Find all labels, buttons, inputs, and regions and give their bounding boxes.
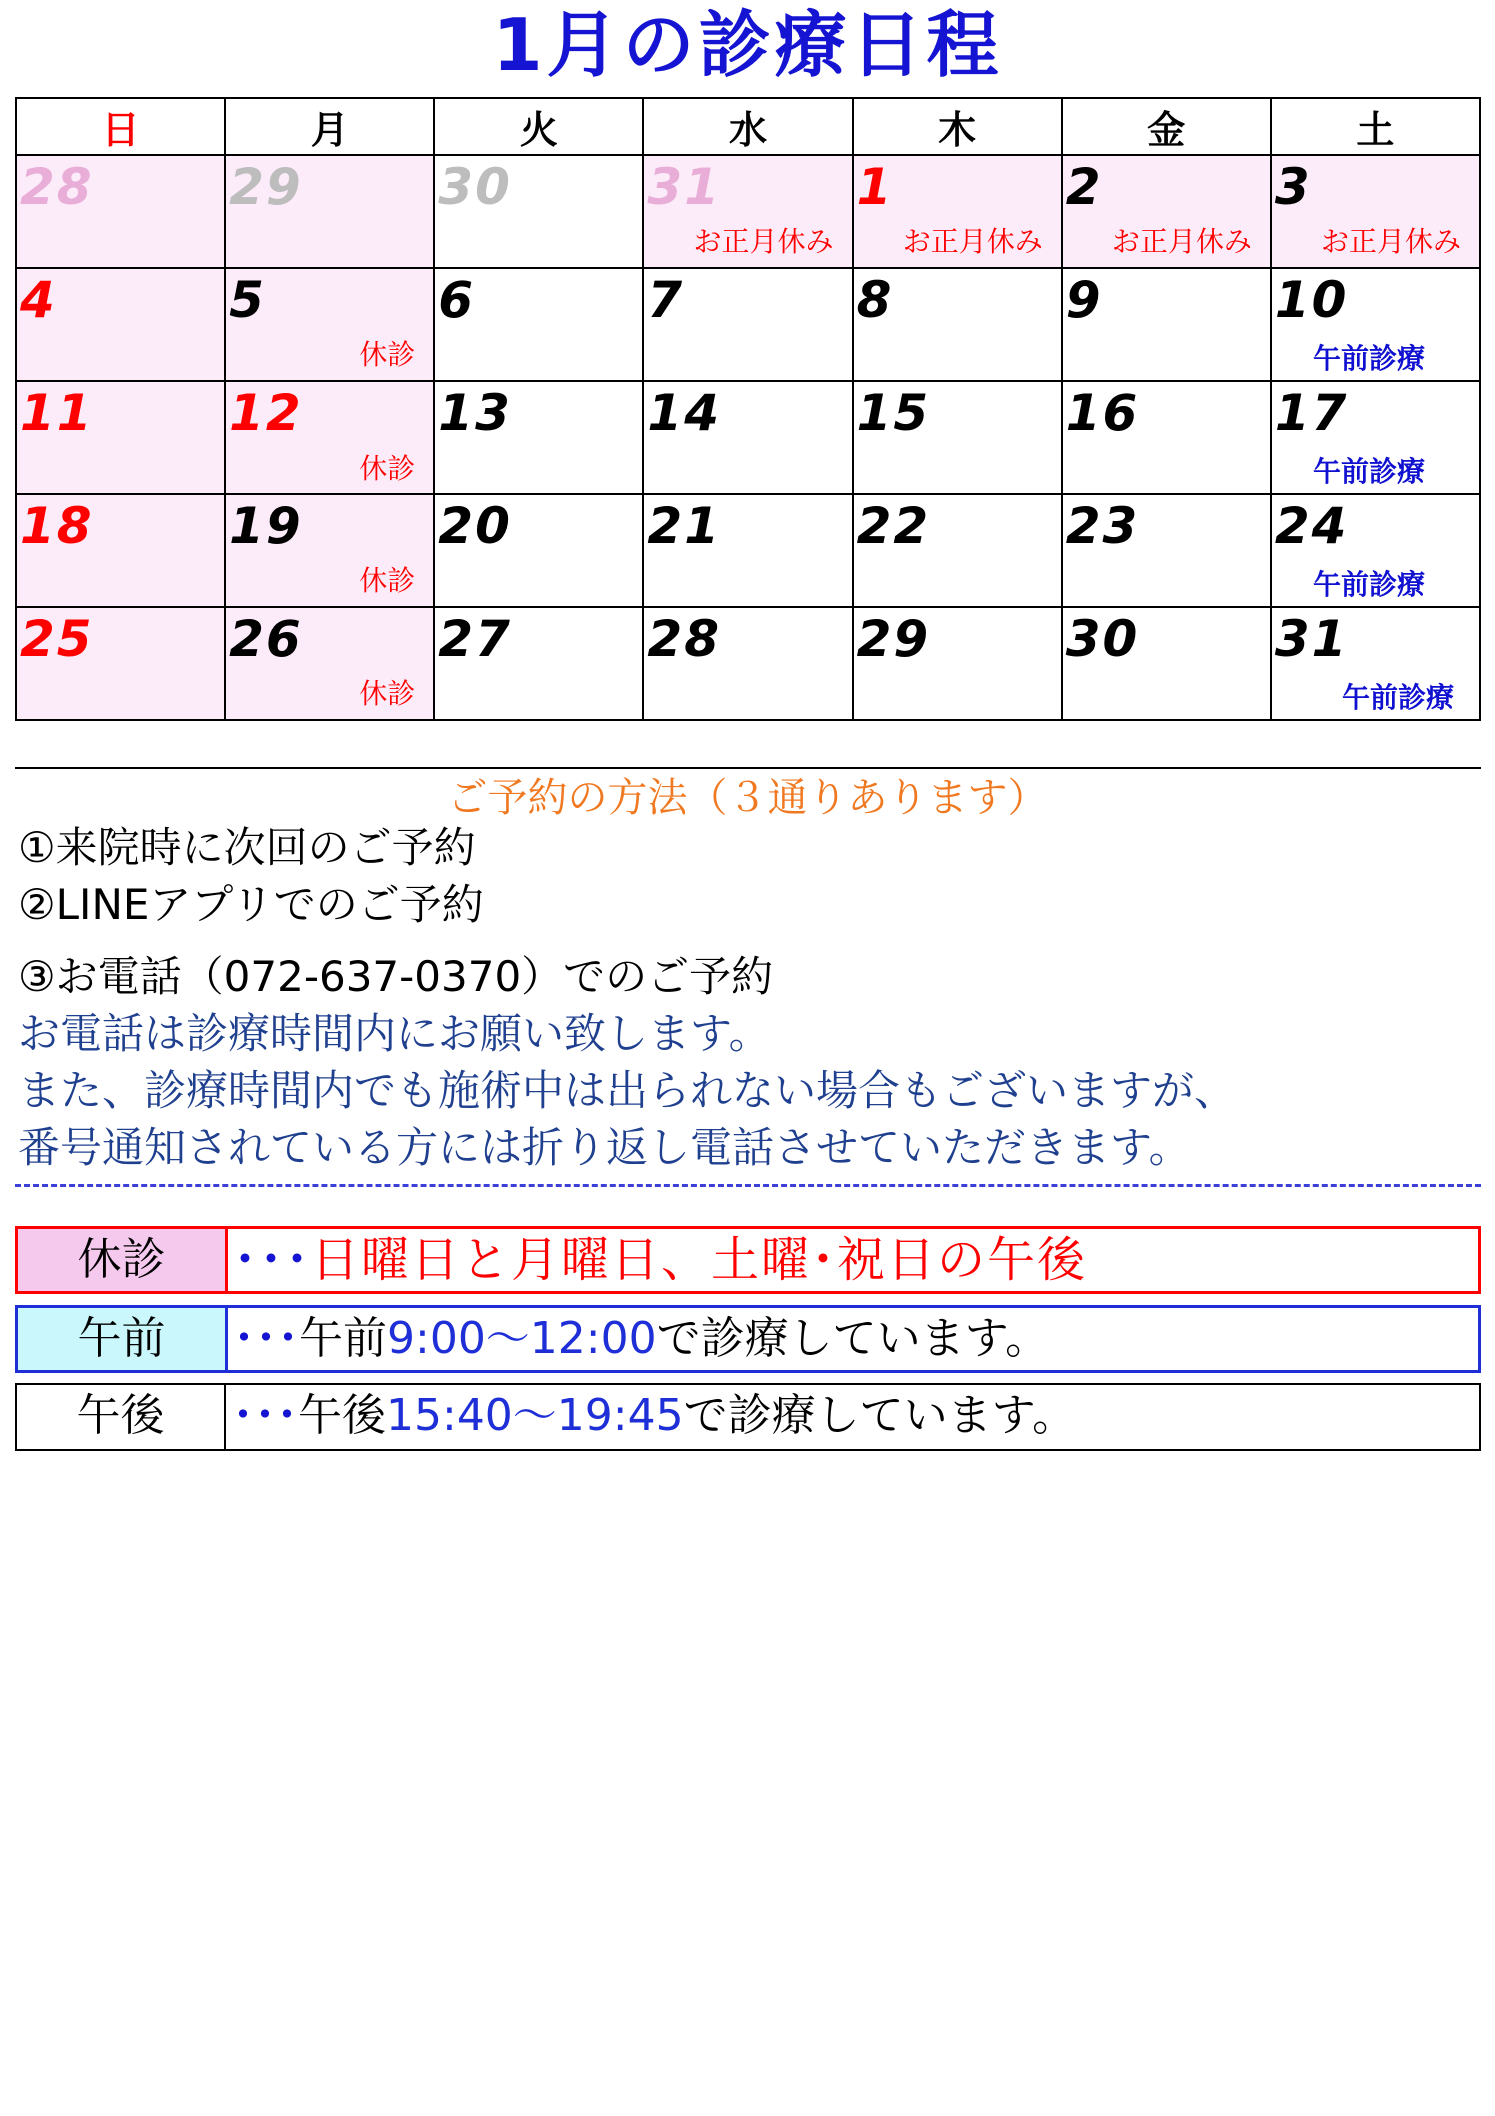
phone-note-2: また、診療時間内でも施術中は出られない場合もございますが、 — [18, 1066, 1237, 1115]
reservation-method-1: ①来院時に次回のご予約 — [18, 823, 476, 872]
calendar-day-cell — [434, 381, 643, 494]
day-number: 30 — [438, 158, 512, 216]
day-number: 23 — [1065, 497, 1140, 555]
legend-afternoon-prefix: 午後 — [298, 1390, 386, 1441]
morning-only-note: 午前診療 — [1312, 342, 1425, 375]
calendar-day-cell — [225, 155, 434, 268]
day-number: 5 — [229, 271, 266, 329]
day-number: 19 — [229, 497, 303, 555]
day-number: 7 — [647, 271, 685, 329]
calendar-day-cell — [643, 268, 852, 381]
legend-morning-time: 9:00～12:00 — [387, 1313, 657, 1364]
calendar-day-cell — [853, 381, 1062, 494]
day-number: 31 — [1274, 610, 1349, 668]
day-number: 31 — [647, 158, 722, 216]
day-number: 29 — [856, 610, 931, 668]
section-divider — [15, 767, 1481, 769]
day-note: お正月休み — [693, 225, 834, 258]
calendar-day-cell — [853, 494, 1062, 607]
calendar-body — [16, 155, 1480, 720]
weekday-sun: 日 — [16, 98, 225, 155]
day-note: お正月休み — [1111, 225, 1252, 258]
day-number: 29 — [229, 158, 303, 216]
calendar-day-cell — [643, 381, 852, 494]
calendar-day-cell — [853, 607, 1062, 720]
legend-afternoon-time: 15:40～19:45 — [386, 1390, 684, 1441]
dashed-divider — [15, 1184, 1481, 1187]
calendar-day-cell — [1062, 381, 1271, 494]
legend-morning-suffix: で診療しています。 — [656, 1313, 1050, 1364]
day-number: 13 — [438, 384, 512, 442]
calendar-day-cell — [16, 494, 225, 607]
calendar-day-cell — [1062, 155, 1271, 268]
day-note: お正月休み — [1320, 225, 1461, 258]
day-number: 3 — [1274, 158, 1312, 216]
phone-note-1: お電話は診療時間内にお願い致します。 — [18, 1009, 771, 1058]
calendar-day-cell — [643, 494, 852, 607]
day-number: 9 — [1065, 271, 1103, 329]
legend-closed — [15, 1226, 1481, 1294]
day-number: 28 — [20, 158, 94, 216]
day-number: 4 — [20, 271, 57, 329]
legend-morning-prefix: 午前 — [299, 1313, 387, 1364]
day-note: 休診 — [359, 452, 416, 485]
weekday-fri: 金 — [1062, 98, 1271, 155]
day-number: 1 — [856, 158, 894, 216]
calendar-day-cell — [1271, 155, 1480, 268]
calendar-day-cell — [1271, 381, 1480, 494]
reservation-method-3: ③お電話（072-637-0370）でのご予約 — [18, 952, 774, 1001]
day-number: 26 — [229, 610, 303, 668]
day-number: 18 — [20, 497, 94, 555]
day-number: 16 — [1065, 384, 1140, 442]
calendar-day-cell — [434, 155, 643, 268]
calendar-week-row — [16, 494, 1480, 607]
calendar-day-cell — [225, 381, 434, 494]
weekday-header-row — [16, 98, 1480, 155]
calendar — [15, 97, 1481, 721]
day-number: 11 — [20, 384, 94, 442]
calendar-day-cell — [643, 155, 852, 268]
day-number: 17 — [1274, 384, 1349, 442]
day-number: 15 — [856, 384, 931, 442]
day-number: 14 — [647, 384, 722, 442]
day-number: 21 — [647, 497, 722, 555]
calendar-day-cell — [1062, 494, 1271, 607]
legend-morning-text — [233, 1308, 1049, 1370]
day-note: 休診 — [359, 564, 416, 597]
calendar-week-row — [16, 381, 1480, 494]
calendar-week-row — [16, 607, 1480, 720]
legend-afternoon-label: 午後 — [17, 1385, 226, 1449]
calendar-day-cell — [1062, 607, 1271, 720]
phone-note-3: 番号通知されている方には折り返し電話させていただきます。 — [18, 1123, 1191, 1172]
calendar-day-cell — [853, 268, 1062, 381]
morning-only-note: 午前診療 — [1312, 455, 1425, 488]
page-title: 1月の診療日程 — [492, 3, 1003, 87]
legend-afternoon — [15, 1383, 1481, 1451]
day-note: 休診 — [359, 338, 416, 371]
legend-afternoon-text — [232, 1385, 1076, 1447]
day-number: 28 — [647, 610, 722, 668]
reservation-method-2: ②LINEアプリでのご予約 — [18, 880, 484, 929]
day-number: 24 — [1274, 497, 1349, 555]
weekday-wed: 水 — [643, 98, 852, 155]
day-number: 27 — [438, 610, 512, 668]
day-number: 6 — [438, 271, 476, 329]
weekday-sat: 土 — [1271, 98, 1480, 155]
calendar-day-cell — [16, 381, 225, 494]
day-number: 2 — [1065, 158, 1103, 216]
legend-morning — [15, 1305, 1481, 1373]
calendar-day-cell — [225, 607, 434, 720]
calendar-week-row — [16, 268, 1480, 381]
day-number: 20 — [438, 497, 512, 555]
day-number: 25 — [20, 610, 94, 668]
day-number: 22 — [856, 497, 931, 555]
calendar-day-cell — [434, 607, 643, 720]
legend-closed-label: 休診 — [18, 1229, 228, 1291]
calendar-week-row — [16, 155, 1480, 268]
day-note: 休診 — [359, 677, 416, 710]
legend-afternoon-suffix: で診療しています。 — [683, 1390, 1077, 1441]
calendar-day-cell — [1062, 268, 1271, 381]
calendar-day-cell — [643, 607, 852, 720]
legend-closed-text — [233, 1229, 1087, 1291]
legend-dots: ･･･ — [232, 1390, 298, 1441]
calendar-day-cell — [16, 268, 225, 381]
legend-morning-label: 午前 — [18, 1308, 228, 1370]
calendar-day-cell — [1271, 607, 1480, 720]
legend-dots: ･･･ — [233, 1313, 299, 1364]
calendar-day-cell — [1271, 268, 1480, 381]
calendar-day-cell — [1271, 494, 1480, 607]
calendar-day-cell — [853, 155, 1062, 268]
day-number: 12 — [229, 384, 303, 442]
calendar-day-cell — [434, 268, 643, 381]
calendar-day-cell — [225, 494, 434, 607]
morning-only-note: 午前診療 — [1341, 681, 1454, 714]
day-note: お正月休み — [902, 225, 1043, 258]
day-number: 10 — [1274, 271, 1349, 329]
weekday-mon: 月 — [225, 98, 434, 155]
weekday-thu: 木 — [853, 98, 1062, 155]
reservation-heading: ご予約の方法（３通りあります） — [447, 775, 1048, 821]
day-number: 8 — [856, 271, 894, 329]
calendar-day-cell — [16, 607, 225, 720]
weekday-tue: 火 — [434, 98, 643, 155]
calendar-day-cell — [434, 494, 643, 607]
legend-closed-desc: 日曜日と月曜日、土曜･祝日の午後 — [311, 1232, 1088, 1288]
calendar-day-cell — [225, 268, 434, 381]
morning-only-note: 午前診療 — [1312, 568, 1425, 601]
calendar-day-cell — [16, 155, 225, 268]
legend-dots: ･･･ — [233, 1232, 312, 1288]
day-number: 30 — [1065, 610, 1140, 668]
